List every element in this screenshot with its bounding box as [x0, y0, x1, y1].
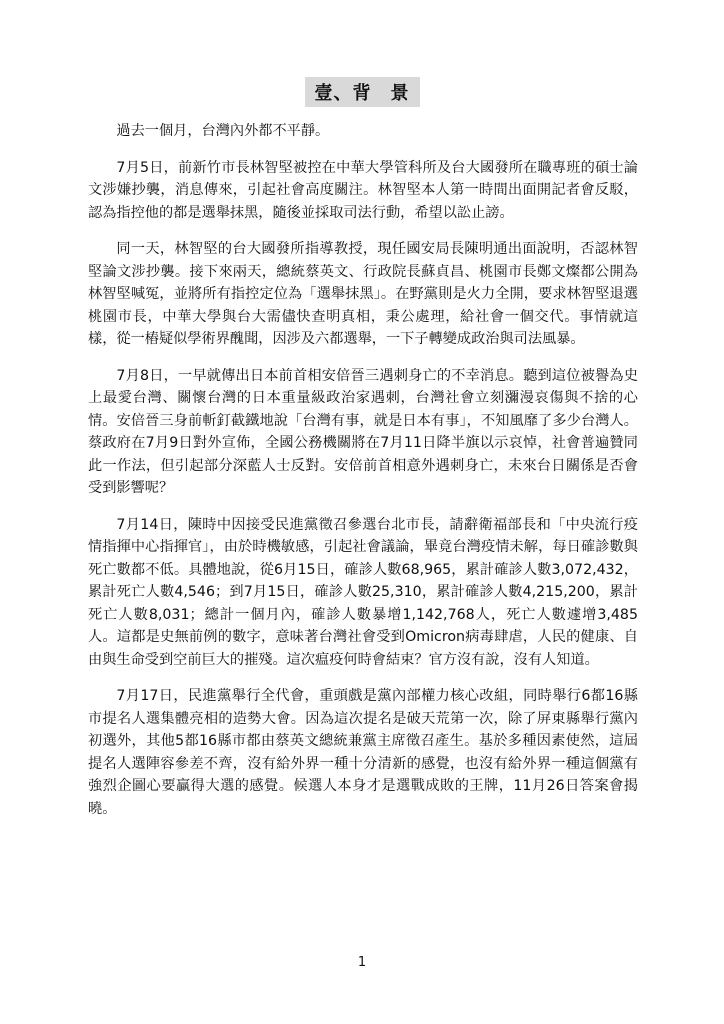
paragraph-6: 7月17日，民進黨舉行全代會，重頭戲是黨內部權力核心改組，同時舉行6都16縣市提名人選集體亮相的造勢大會。因為這次提名是破天荒第一次，除了屏東縣舉行黨內初選外，其他5都16縣市都由蔡英文總統兼黨主席徵召產生。基於多種因素使然，這屆提名人選陣容參差不齊，沒有給外界一種十分清新的感覺，也沒有給外界一種這個黨有強烈企圖心要贏得大選的感覺。候選人本身才是選戰成敗的王牌，11月26日答案會揭曉。: [88, 688, 638, 817]
section-heading: 壹、背 景: [305, 77, 420, 107]
body-text: [88, 120, 638, 834]
paragraph-3: 同一天，林智堅的台大國發所指導教授，現任國安局長陳明通出面說明，否認林智堅論文涉抄襲。接下來兩天，總統蔡英文、行政院長蘇貞昌、桃園市長鄭文燦都公開為林智堅喊冤，並將所有指控定位為「選舉抹黑」。在野黨則是火力全開，要求林智堅退選桃園市長，中華大學與台大需儘快查明真相，秉公處理，給社會一個交代。事情就這樣，從一樁疑似學術界醜聞，因涉及六都選舉，一下子轉變成政治與司法風暴。: [88, 241, 638, 347]
section-heading-wrap: [0, 77, 724, 107]
paragraph-4: 7月8日，一早就傳出日本前首相安倍晉三遇刺身亡的不幸消息。聽到這位被譽為史上最愛台灣、關懷台灣的日本重量級政治家遇刺，台灣社會立刻瀰漫哀傷與不捨的心情。安倍晉三身前斬釘截鐵地說「台灣有事，就是日本有事」，不知風靡了多少台灣人。蔡政府在7月9日對外宣佈，全國公務機關將在7月11日降半旗以示哀悼，社會普遍贊同此一作法，但引起部分深藍人士反對。安倍前首相意外遇刺身亡，未來台日關係是否會受到影響呢？: [88, 367, 638, 496]
paragraph-1: 過去一個月，台灣內外都不平靜。: [116, 123, 330, 139]
page-number: 1: [357, 955, 367, 970]
paragraph-2: 7月5日，前新竹市長林智堅被控在中華大學管科所及台大國發所在職專班的碩士論文涉嫌抄襲，消息傳來，引起社會高度關注。林智堅本人第一時間出面開記者會反駁，認為指控他的都是選舉抹黑，隨後並採取司法行動，希望以訟止謗。: [88, 159, 638, 221]
paragraph-5: 7月14日，陳時中因接受民進黨徵召參選台北市長，請辭衛福部長和「中央流行疫情指揮中心指揮官」，由於時機敏感，引起社會議論，畢竟台灣疫情未解，每日確診數與死亡數都不低。具體地說，從6月15日，確診人數68,965，累計確診人數3,072,432，累計死亡人數4,546；到7月15日，確診人數25,310，累計確診人數4,215,200，累計死亡人數8,031；總計一個月內，確診人數暴增1,142,768人，死亡人數遽增3,485人。這都是史無前例的數字，意味著台灣社會受到Omicron病毒肆虐，人民的健康、自由與生命受到空前巨大的摧殘。這次瘟疫何時會結束？官方沒有說，沒有人知道。: [88, 516, 638, 668]
